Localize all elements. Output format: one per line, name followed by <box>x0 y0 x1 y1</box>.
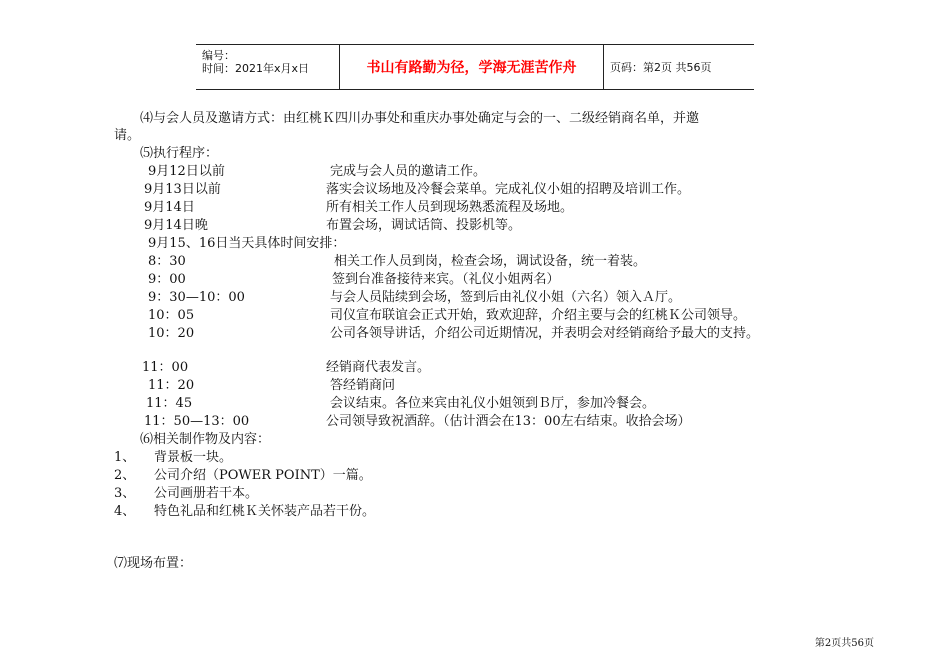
page-footer: 第2页共56页 <box>814 638 874 649</box>
layout-title: ⑺现场布置： <box>114 556 193 571</box>
day-task: 答经销商问 <box>330 378 396 393</box>
day-time: 8：30 <box>148 254 186 269</box>
time-label: 时间：2021年x月x日 <box>202 62 310 75</box>
material-num: 3、 <box>114 486 136 501</box>
schedule-task: 布置会场，调试话筒、投影机等。 <box>326 218 522 233</box>
header-motto: 书山有路勤为径，学海无涯苦作舟 <box>340 45 604 89</box>
procedure-title: ⑸执行程序： <box>140 146 219 161</box>
day-title: 9月15、16日当天具体时间安排： <box>148 236 346 251</box>
day-task: 经销商代表发言。 <box>326 360 431 375</box>
material-text: 公司画册若干本。 <box>154 486 259 501</box>
day-time: 11：00 <box>142 360 189 375</box>
material-num: 4、 <box>114 504 136 519</box>
day-time: 10：20 <box>148 326 195 341</box>
schedule-time: 9月14日 <box>144 200 195 215</box>
number-label: 编号： <box>202 49 235 62</box>
material-num: 2、 <box>114 468 136 483</box>
intro-line-1: ⑷与会人员及邀请方式：由红桃Ｋ四川办事处和重庆办事处确定与会的一、二级经销商名单，并邀 <box>140 111 700 126</box>
material-text: 特色礼品和红桃Ｋ关怀装产品若干份。 <box>154 504 376 519</box>
material-text: 背景板一块。 <box>154 450 233 465</box>
schedule-task: 所有相关工作人员到现场熟悉流程及场地。 <box>326 200 574 215</box>
intro-line-2: 请。 <box>114 128 141 143</box>
page-header <box>196 44 754 90</box>
schedule-time: 9月13日以前 <box>144 182 221 197</box>
day-time: 9：00 <box>148 272 186 287</box>
day-time: 11：20 <box>148 378 195 393</box>
day-time: 11：50—13：00 <box>144 414 250 429</box>
material-text: 公司介绍（POWER POINT）一篇。 <box>154 468 372 483</box>
schedule-task: 落实会议场地及冷餐会菜单。完成礼仪小姐的招聘及培训工作。 <box>326 182 691 197</box>
day-task: 司仪宣布联谊会正式开始，致欢迎辞，介绍主要与会的红桃Ｋ公司领导。 <box>330 308 747 323</box>
schedule-time: 9月12日以前 <box>148 164 225 179</box>
day-time: 9：30—10：00 <box>148 290 245 305</box>
materials-title: ⑹相关制作物及内容： <box>140 432 271 447</box>
day-task: 公司各领导讲话，介绍公司近期情况，并表明会对经销商给予最大的支持。 <box>330 326 760 341</box>
day-time: 11：45 <box>146 396 193 411</box>
day-task: 与会人员陆续到会场，签到后由礼仪小姐（六名）领入Ａ厅。 <box>330 290 682 305</box>
day-task: 签到台准备接待来宾。（礼仪小姐两名） <box>332 272 560 287</box>
header-page-code: 页码：第2页 共56页 <box>610 61 712 74</box>
schedule-task: 完成与会人员的邀请工作。 <box>330 164 487 179</box>
day-task: 公司领导致祝酒辞。（估计酒会在13：00左右结束。收拾会场） <box>326 414 691 429</box>
material-num: 1、 <box>114 450 136 465</box>
schedule-time: 9月14日晚 <box>144 218 208 233</box>
day-task: 相关工作人员到岗，检查会场，调试设备，统一着装。 <box>334 254 647 269</box>
day-task: 会议结束。各位来宾由礼仪小姐领到Ｂ厅，参加冷餐会。 <box>330 396 656 411</box>
day-time: 10：05 <box>148 308 195 323</box>
header-meta <box>196 45 340 89</box>
